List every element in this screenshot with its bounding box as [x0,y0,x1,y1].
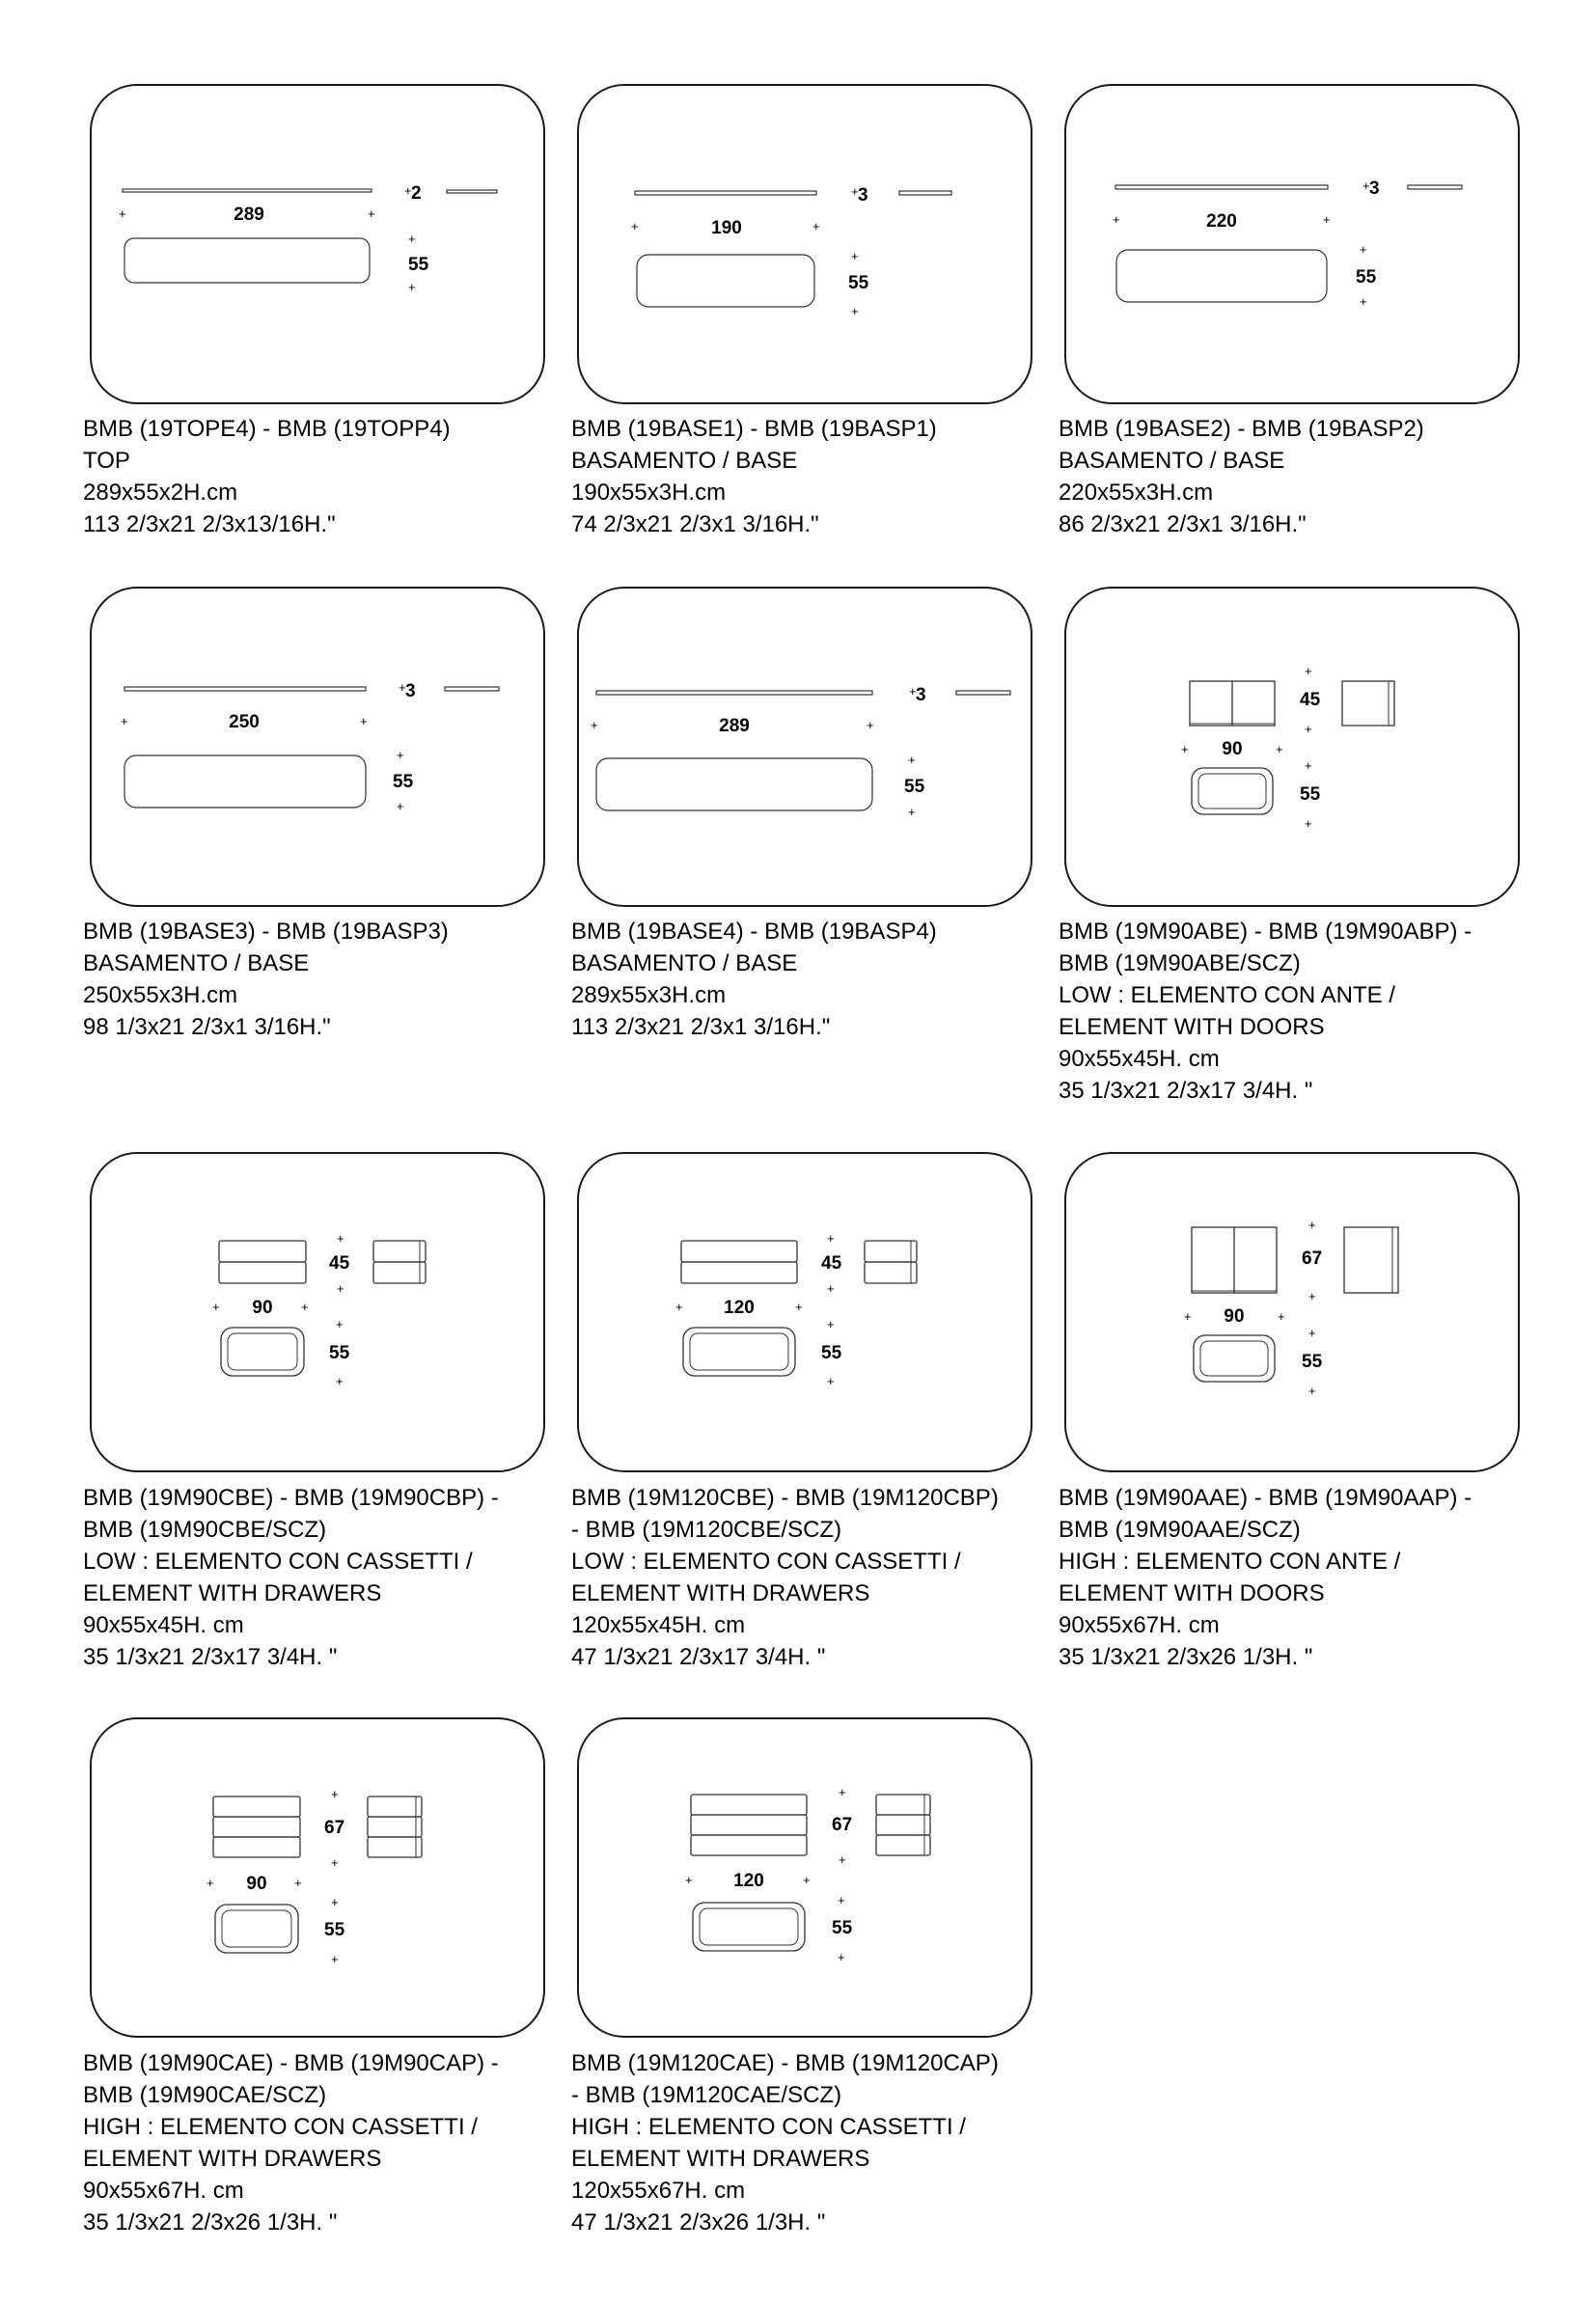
depth-tick: + [1308,1326,1316,1340]
depth-tick: + [827,1317,835,1331]
width-tick: + [1278,1309,1285,1324]
length-tick: + [591,718,598,732]
product-card [83,1717,545,2235]
product-card [571,1717,1032,2235]
length-label: 220 [1206,211,1237,232]
depth-label: 55 [1300,784,1321,805]
card-border [1065,85,1519,403]
caption-line: 98 1/3x21 2/3x1 3/16H." [83,1014,331,1040]
caption-line: 47 1/3x21 2/3x17 3/4H. " [571,1644,826,1670]
caption-line: BASAMENTO / BASE [571,950,798,976]
caption-line: 113 2/3x21 2/3x13/16H." [83,511,336,537]
depth-tick: + [838,1950,845,1964]
height-tick: + [839,1785,846,1799]
drawing-frame [90,84,545,404]
depth-label: 55 [832,1918,853,1938]
depth-label: 55 [904,777,925,797]
product-card [571,1152,1032,1670]
caption-line: 120x55x67H. cm [571,2178,746,2204]
caption-line: LOW : ELEMENTO CON ANTE / [1059,982,1395,1008]
caption-line: - BMB (19M120CBE/SCZ) [571,1517,842,1543]
depth-tick: + [336,1317,344,1331]
height-tick: + [337,1281,344,1296]
depth-tick: + [336,1374,344,1388]
depth-tick: + [851,304,859,318]
product-card [83,587,545,1040]
depth-tick: + [408,280,416,294]
caption-line: TOP [83,448,130,474]
length-tick: + [119,206,126,221]
drawing-frame [1064,1152,1520,1472]
width-label: 90 [246,1874,267,1894]
caption [571,916,1054,1043]
depth-label: 55 [393,772,414,792]
width-tick: + [301,1300,309,1314]
caption [83,413,565,540]
height-tick: + [1308,1218,1316,1232]
drawing-frame [577,1152,1032,1472]
caption-line: ELEMENT WITH DRAWERS [83,1580,382,1606]
height-tick: + [1308,1289,1316,1303]
height-tick: + [1305,664,1312,678]
caption-line: BMB (19M120CBE) - BMB (19M120CBP) [571,1485,999,1511]
height-tick: + [827,1281,835,1296]
width-label: 90 [252,1298,273,1318]
caption-line: BMB (19BASE2) - BMB (19BASP2) [1059,416,1424,442]
depth-tick: + [908,753,916,767]
length-label: 250 [229,712,260,732]
caption-line: BMB (19M90AAE) - BMB (19M90AAP) - [1059,1485,1472,1511]
caption-line: 74 2/3x21 2/3x1 3/16H." [571,511,819,537]
height-label: 67 [832,1815,853,1835]
depth-label: 55 [821,1343,842,1363]
height-tick: + [827,1231,835,1246]
caption-line: 90x55x67H. cm [1059,1612,1220,1638]
width-tick: + [212,1300,220,1314]
depth-label: 55 [329,1343,350,1363]
depth-label: 55 [1356,267,1377,288]
caption-line: BMB (19M120CAE) - BMB (19M120CAP) [571,2050,999,2076]
depth-tick: + [397,799,404,813]
length-label: 190 [711,218,742,238]
height-label: 45 [1300,690,1321,710]
thickness-label: 3 [1369,178,1380,199]
caption [571,2047,1054,2238]
drawing-frame [577,84,1032,404]
caption-line: BMB (19M90CBE) - BMB (19M90CBP) - [83,1485,499,1511]
depth-tick: + [827,1374,835,1388]
product-card [571,84,1032,537]
caption-line: HIGH : ELEMENTO CON CASSETTI / [83,2114,478,2140]
width-tick: + [206,1876,214,1890]
caption [1059,916,1541,1107]
card-border [91,1718,544,2037]
drawing-frame [90,587,545,907]
depth-tick: + [851,249,859,263]
height-tick: + [331,1855,339,1870]
width-tick: + [795,1300,803,1314]
drawing-frame [577,1717,1032,2038]
height-tick: + [331,1787,339,1801]
card-border [91,588,544,906]
length-tick: + [368,206,375,221]
depth-tick: + [1360,242,1367,257]
thickness-label: 3 [916,685,926,705]
caption [571,413,1054,540]
caption-line: 90x55x67H. cm [83,2178,244,2204]
length-tick: + [1113,212,1120,227]
depth-tick: + [1308,1384,1316,1398]
depth-tick: + [908,805,916,819]
depth-tick: + [1305,758,1312,773]
caption-line: BMB (19M90CAE/SCZ) [83,2082,327,2108]
caption-line: BMB (19BASE4) - BMB (19BASP4) [571,919,937,945]
caption-line: BMB (19M90CAE) - BMB (19M90CAP) - [83,2050,499,2076]
card-border [578,85,1032,403]
caption-line: 289x55x3H.cm [571,982,727,1008]
width-tick: + [1181,742,1189,756]
depth-tick: + [1360,294,1367,309]
height-tick: + [337,1231,344,1246]
thickness-tick: + [404,183,412,198]
depth-label: 55 [408,255,429,275]
caption-line: 35 1/3x21 2/3x17 3/4H. " [1059,1078,1313,1104]
depth-tick: + [408,232,416,246]
height-tick: + [839,1852,846,1867]
caption-line: 90x55x45H. cm [83,1612,244,1638]
thickness-tick: + [851,184,859,199]
depth-tick: + [838,1893,845,1907]
width-tick: + [294,1876,302,1890]
drawing-frame [577,587,1032,907]
drawing-frame [90,1152,545,1472]
length-tick: + [360,714,368,728]
drawing-frame [1064,84,1520,404]
height-label: 45 [821,1253,842,1274]
caption-line: BASAMENTO / BASE [83,950,310,976]
caption-line: 86 2/3x21 2/3x1 3/16H." [1059,511,1307,537]
caption-line: 35 1/3x21 2/3x17 3/4H. " [83,1644,338,1670]
card-border [578,1153,1032,1471]
depth-tick: + [331,1952,339,1966]
caption-line: - BMB (19M120CAE/SCZ) [571,2082,842,2108]
thickness-tick: + [909,684,917,699]
product-card [571,587,1032,1040]
depth-tick: + [1305,816,1312,831]
caption-line: HIGH : ELEMENTO CON ANTE / [1059,1549,1401,1575]
caption-line: BASAMENTO / BASE [1059,448,1285,474]
caption-line: BMB (19TOPE4) - BMB (19TOPP4) [83,416,451,442]
caption-line: HIGH : ELEMENTO CON CASSETTI / [571,2114,966,2140]
length-tick: + [812,219,820,233]
caption-line: 35 1/3x21 2/3x26 1/3H. " [1059,1644,1313,1670]
height-label: 67 [324,1818,345,1838]
caption-line: ELEMENT WITH DRAWERS [571,1580,870,1606]
width-tick: + [675,1300,683,1314]
thickness-label: 3 [405,681,416,701]
caption [83,2047,565,2238]
caption-line: 90x55x45H. cm [1059,1046,1220,1072]
caption-line: LOW : ELEMENTO CON CASSETTI / [83,1549,473,1575]
card-border [91,85,544,403]
length-label: 289 [719,716,750,736]
product-card [83,1152,545,1670]
caption-line: BMB (19M90AAE/SCZ) [1059,1517,1301,1543]
length-tick: + [1323,212,1331,227]
width-label: 120 [724,1298,755,1318]
card-border [578,588,1032,906]
caption [1059,413,1541,540]
thickness-label: 2 [411,183,422,204]
caption-line: BASAMENTO / BASE [571,448,798,474]
caption [83,1482,565,1673]
width-tick: + [803,1873,811,1887]
depth-tick: + [397,748,404,762]
caption-line: BMB (19BASE3) - BMB (19BASP3) [83,919,449,945]
height-label: 45 [329,1253,350,1274]
length-label: 289 [234,205,264,225]
width-tick: + [1184,1309,1192,1324]
caption-line: 289x55x2H.cm [83,480,238,506]
thickness-tick: + [1362,178,1370,193]
caption [1059,1482,1541,1673]
caption-line: 120x55x45H. cm [571,1612,746,1638]
depth-label: 55 [848,273,869,293]
length-tick: + [867,718,874,732]
thickness-tick: + [399,680,406,695]
width-tick: + [685,1873,693,1887]
caption-line: ELEMENT WITH DRAWERS [571,2146,870,2172]
depth-label: 55 [324,1920,345,1940]
product-card [1059,587,1520,1104]
caption [83,916,565,1043]
drawing-frame [1064,587,1520,907]
card-border [1065,588,1519,906]
caption-line: LOW : ELEMENTO CON CASSETTI / [571,1549,961,1575]
caption-line: 113 2/3x21 2/3x1 3/16H." [571,1014,831,1040]
length-tick: + [121,714,128,728]
depth-tick: + [331,1895,339,1909]
caption-line: 47 1/3x21 2/3x26 1/3H. " [571,2209,826,2235]
caption-line: ELEMENT WITH DOORS [1059,1014,1325,1040]
height-label: 67 [1302,1248,1323,1269]
caption-line: 35 1/3x21 2/3x26 1/3H. " [83,2209,338,2235]
caption-line: BMB (19M90CBE/SCZ) [83,1517,327,1543]
caption-line: 220x55x3H.cm [1059,480,1214,506]
caption-line: 250x55x3H.cm [83,982,238,1008]
caption-line: BMB (19M90ABE/SCZ) [1059,950,1301,976]
product-card [1059,1152,1520,1670]
width-label: 120 [733,1871,764,1891]
card-border [91,1153,544,1471]
thickness-label: 3 [858,185,868,206]
product-card [83,84,545,537]
card-border [1065,1153,1519,1471]
product-card [1059,84,1520,537]
caption [571,1482,1054,1673]
width-label: 90 [1224,1306,1245,1327]
length-tick: + [631,219,639,233]
caption-line: BMB (19M90ABE) - BMB (19M90ABP) - [1059,919,1472,945]
caption-line: 190x55x3H.cm [571,480,727,506]
height-tick: + [1305,722,1312,736]
width-label: 90 [1222,739,1243,759]
drawing-frame [90,1717,545,2038]
width-tick: + [1276,742,1283,756]
caption-line: ELEMENT WITH DRAWERS [83,2146,382,2172]
caption-line: ELEMENT WITH DOORS [1059,1580,1325,1606]
caption-line: BMB (19BASE1) - BMB (19BASP1) [571,416,937,442]
depth-label: 55 [1302,1352,1323,1372]
